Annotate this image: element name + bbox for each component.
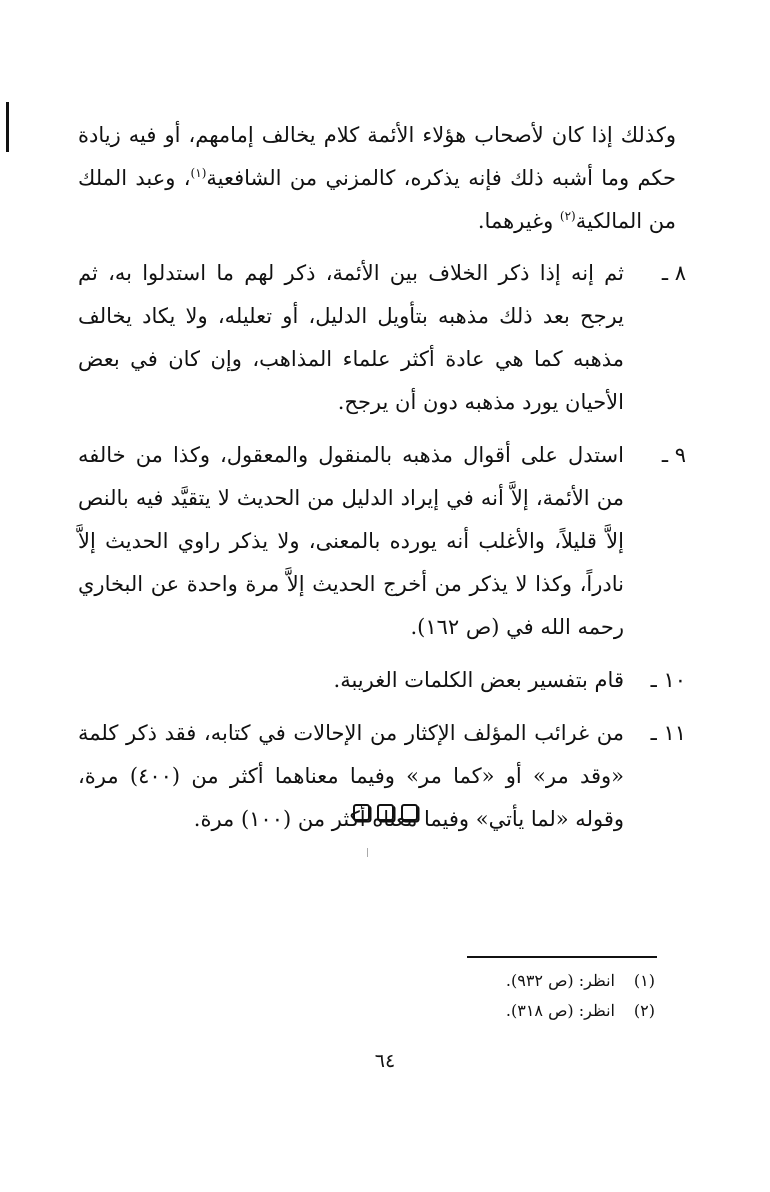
square-ornament-icon xyxy=(401,804,418,821)
intro-text-b: ، وعبد الملك من المالكية xyxy=(78,166,676,233)
footnote-divider xyxy=(467,956,657,958)
intro-text-a: وكذلك إذا كان لأصحاب هؤلاء الأئمة كلام يخالف إمامهم، أو فيه زيادة حكم وما أشبه ذلك فإنه يذكره، كالمزني من الشافعية xyxy=(78,123,677,190)
item-text: استدل على أقوال مذهبه بالمنقول والمعقول، وكذا من خالفه من الأئمة، إلاَّ أنه في إيراد الدليل من الحديث لا يتقيَّد فيه بالنص إلاَّ قليلاً، والأغلب أنه يورده بالمعنى، ولا يذكر راوي الحديث إلاَّ نادراً، وكذا لا يذكر من أخرج الحديث إلاَّ مرة واحدة عن البخاري رحمه الله في (ص ١٦٢). xyxy=(78,443,624,639)
scan-mark xyxy=(367,848,368,857)
intro-paragraph xyxy=(78,114,686,243)
item-number: ١٠ ـ xyxy=(650,668,686,692)
item-text: من غرائب المؤلف الإكثار من الإحالات في كتابه، فقد ذكر كلمة «وقد مر» أو «كما مر» وفيما معناهما أكثر من (٤٠٠) مرة، وقوله «لما يأتي» وفيما معناه أكثر من (١٠٠) مرة. xyxy=(78,721,625,831)
footnote-text: انظر: (ص ٣١٨). xyxy=(505,1001,615,1020)
section-separator-icon xyxy=(0,804,770,821)
footnote-number: (٢) xyxy=(633,1001,655,1020)
footnote-ref-1[interactable]: (١) xyxy=(190,166,207,180)
footnote-2 xyxy=(506,996,655,1026)
page-number: ٦٤ xyxy=(374,1050,396,1072)
item-number: ٨ ـ xyxy=(661,261,686,285)
list-item-8 xyxy=(78,252,686,424)
footnotes xyxy=(506,966,655,1026)
list-item-10 xyxy=(78,659,686,702)
margin-bar xyxy=(6,102,9,152)
list-item-11 xyxy=(78,712,686,841)
square-ornament-icon xyxy=(353,804,370,821)
intro-text-c: وغيرهما. xyxy=(477,209,560,233)
item-number: ٩ ـ xyxy=(661,443,686,467)
footnote-text: انظر: (ص ٩٣٢). xyxy=(505,971,615,990)
square-ornament-icon xyxy=(377,804,394,821)
page-body xyxy=(78,114,686,851)
footnote-1 xyxy=(506,966,655,996)
item-text: قام بتفسير بعض الكلمات الغريبة. xyxy=(333,668,624,692)
item-number: ١١ ـ xyxy=(650,721,686,745)
list-item-9 xyxy=(78,434,686,649)
footnote-number: (١) xyxy=(633,971,655,990)
item-text: ثم إنه إذا ذكر الخلاف بين الأئمة، ذكر لهم ما استدلوا به، ثم يرجح بعد ذلك مذهبه بتأويل الدليل، أو تعليله، ولا يكاد يخالف مذهبه كما هي عادة أكثر علماء المذاهب، وإن كان في بعض الأحيان يورد مذهبه دون أن يرجح. xyxy=(78,261,624,414)
footnote-ref-2[interactable]: (٢) xyxy=(559,209,576,223)
